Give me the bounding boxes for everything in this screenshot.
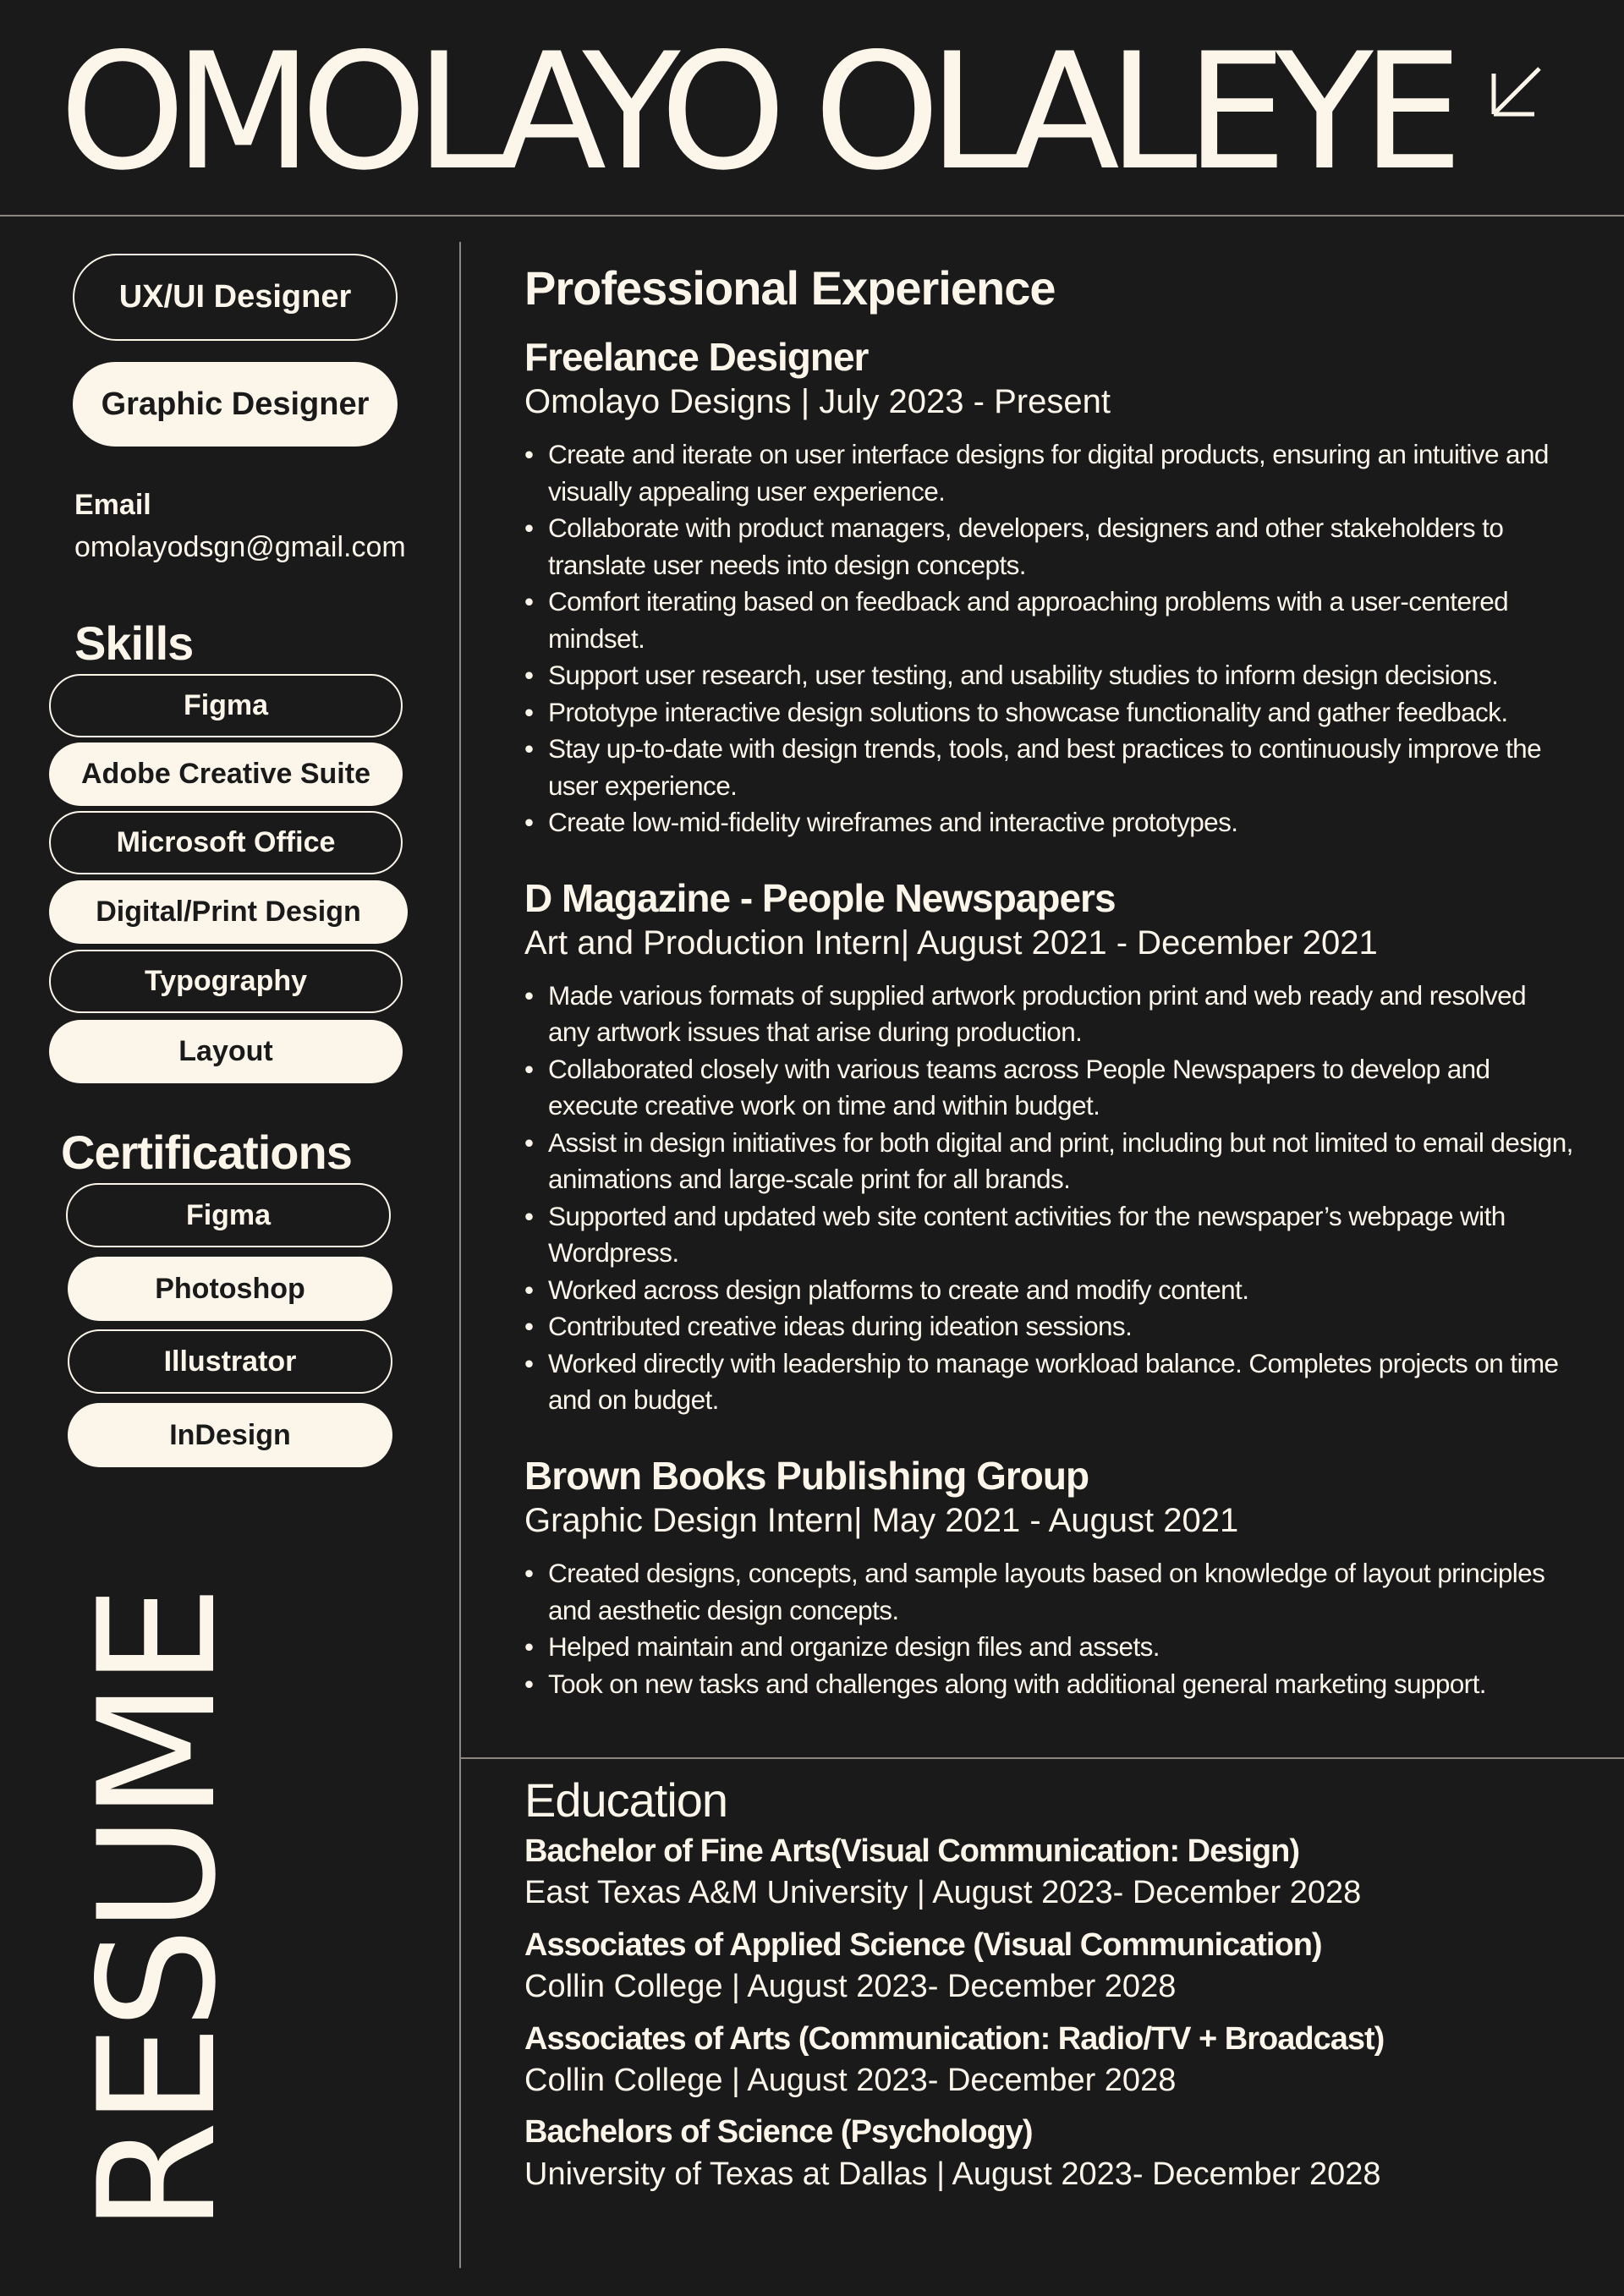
role-badge-ux-ui: UX/UI Designer bbox=[73, 254, 398, 341]
education-section bbox=[524, 1773, 1573, 2206]
school-line: University of Texas at Dallas | August 2023- December 2028 bbox=[524, 2156, 1381, 2192]
degree-title: Bachelors of Science (Psychology) bbox=[524, 2114, 1033, 2151]
email-value: omolayodsgn@gmail.com bbox=[74, 531, 406, 563]
job-bullet: • Create and iterate on user interface designs for digital products, ensuring an intuitive and visually appealing user experience. bbox=[524, 436, 1573, 510]
degree-title: Associates of Applied Science (Visual Communication) bbox=[524, 1926, 1322, 1963]
skill-pill: Typography bbox=[49, 950, 403, 1013]
skill-pill: Digital/Print Design bbox=[49, 880, 408, 944]
skill-pill: Layout bbox=[49, 1020, 403, 1083]
school-line: Collin College | August 2023- December 2028 bbox=[524, 2062, 1177, 2098]
experience-section bbox=[524, 260, 1573, 1736]
school-line: Collin College | August 2023- December 2028 bbox=[524, 1969, 1177, 2005]
job-subtitle: Omolayo Designs | July 2023 - Present bbox=[524, 383, 1111, 421]
skill-pill: Adobe Creative Suite bbox=[49, 743, 403, 806]
skill-pill: Figma bbox=[49, 674, 403, 737]
arrow-down-left-icon bbox=[1487, 63, 1544, 121]
job-bullet: • Took on new tasks and challenges along with additional general marketing support. bbox=[524, 1666, 1573, 1703]
column-divider bbox=[459, 242, 461, 2268]
certification-pill: Figma bbox=[66, 1183, 391, 1247]
degree-title: Associates of Arts (Communication: Radio/TV + Broadcast) bbox=[524, 2020, 1385, 2057]
role-badge-graphic: Graphic Designer bbox=[73, 362, 398, 447]
job-subtitle: Graphic Design Intern| May 2021 - August 2021 bbox=[524, 1502, 1239, 1540]
education-divider bbox=[460, 1757, 1624, 1759]
job-bullet: • Comfort iterating based on feedback and approaching problems with a user-centered mindset. bbox=[524, 584, 1573, 657]
job-entry bbox=[524, 1453, 1573, 1702]
job-bullet: • Create low-mid-fidelity wireframes and interactive prototypes. bbox=[524, 804, 1573, 841]
education-heading: Education bbox=[524, 1773, 728, 1827]
job-entry bbox=[524, 875, 1573, 1419]
resume-name: OMOLAYO OLALEYE bbox=[59, 19, 1451, 205]
job-title: D Magazine - People Newspapers bbox=[524, 875, 1116, 920]
school-line: East Texas A&M University | August 2023- December 2028 bbox=[524, 1875, 1362, 1911]
degree-title: Bachelor of Fine Arts(Visual Communication: Design) bbox=[524, 1833, 1300, 1869]
job-entry bbox=[524, 334, 1573, 841]
certification-pill: Photoshop bbox=[68, 1257, 392, 1321]
job-subtitle: Art and Production Intern| August 2021 - December 2021 bbox=[524, 923, 1378, 962]
job-bullet: • Created designs, concepts, and sample layouts based on knowledge of layout principles and aesthetic design concepts. bbox=[524, 1555, 1573, 1629]
job-bullet: • Worked across design platforms to create and modify content. bbox=[524, 1272, 1573, 1309]
job-bullet: • Helped maintain and organize design files and assets. bbox=[524, 1629, 1573, 1666]
job-bullet: • Made various formats of supplied artwork production print and web ready and resolved any artwork issues that arise during production. bbox=[524, 978, 1573, 1051]
certification-pill: InDesign bbox=[68, 1403, 392, 1467]
job-bullet: • Prototype interactive design solutions to showcase functionality and gather feedback. bbox=[524, 694, 1573, 732]
skill-pill: Microsoft Office bbox=[49, 811, 403, 874]
skills-heading: Skills bbox=[74, 616, 194, 670]
job-bullet: • Collaborated closely with various teams across People Newspapers to develop and execute creative work on time and within budget. bbox=[524, 1051, 1573, 1125]
job-title: Freelance Designer bbox=[524, 335, 869, 379]
job-bullet: • Collaborate with product managers, developers, designers and other stakeholders to translate user needs into design concepts. bbox=[524, 510, 1573, 584]
resume-vertical-title: RESUME bbox=[64, 1590, 251, 2233]
experience-heading: Professional Experience bbox=[524, 261, 1056, 315]
job-bullet: • Assist in design initiatives for both digital and print, including but not limited to email design, animations and large-scale print for all brands. bbox=[524, 1125, 1573, 1198]
certification-pill: Illustrator bbox=[68, 1329, 392, 1394]
email-label: Email bbox=[74, 489, 151, 521]
job-title: Brown Books Publishing Group bbox=[524, 1453, 1089, 1498]
job-bullet: • Support user research, user testing, and usability studies to inform design decisions. bbox=[524, 657, 1573, 694]
job-bullet: • Worked directly with leadership to manage workload balance. Completes projects on time and on budget. bbox=[524, 1345, 1573, 1419]
job-bullet: • Stay up-to-date with design trends, tools, and best practices to continuously improve the user experience. bbox=[524, 731, 1573, 804]
job-bullet: • Contributed creative ideas during ideation sessions. bbox=[524, 1308, 1573, 1345]
certifications-heading: Certifications bbox=[61, 1126, 352, 1179]
job-bullet: • Supported and updated web site content activities for the newspaper’s webpage with Wordpress. bbox=[524, 1198, 1573, 1272]
header-divider bbox=[0, 215, 1624, 216]
